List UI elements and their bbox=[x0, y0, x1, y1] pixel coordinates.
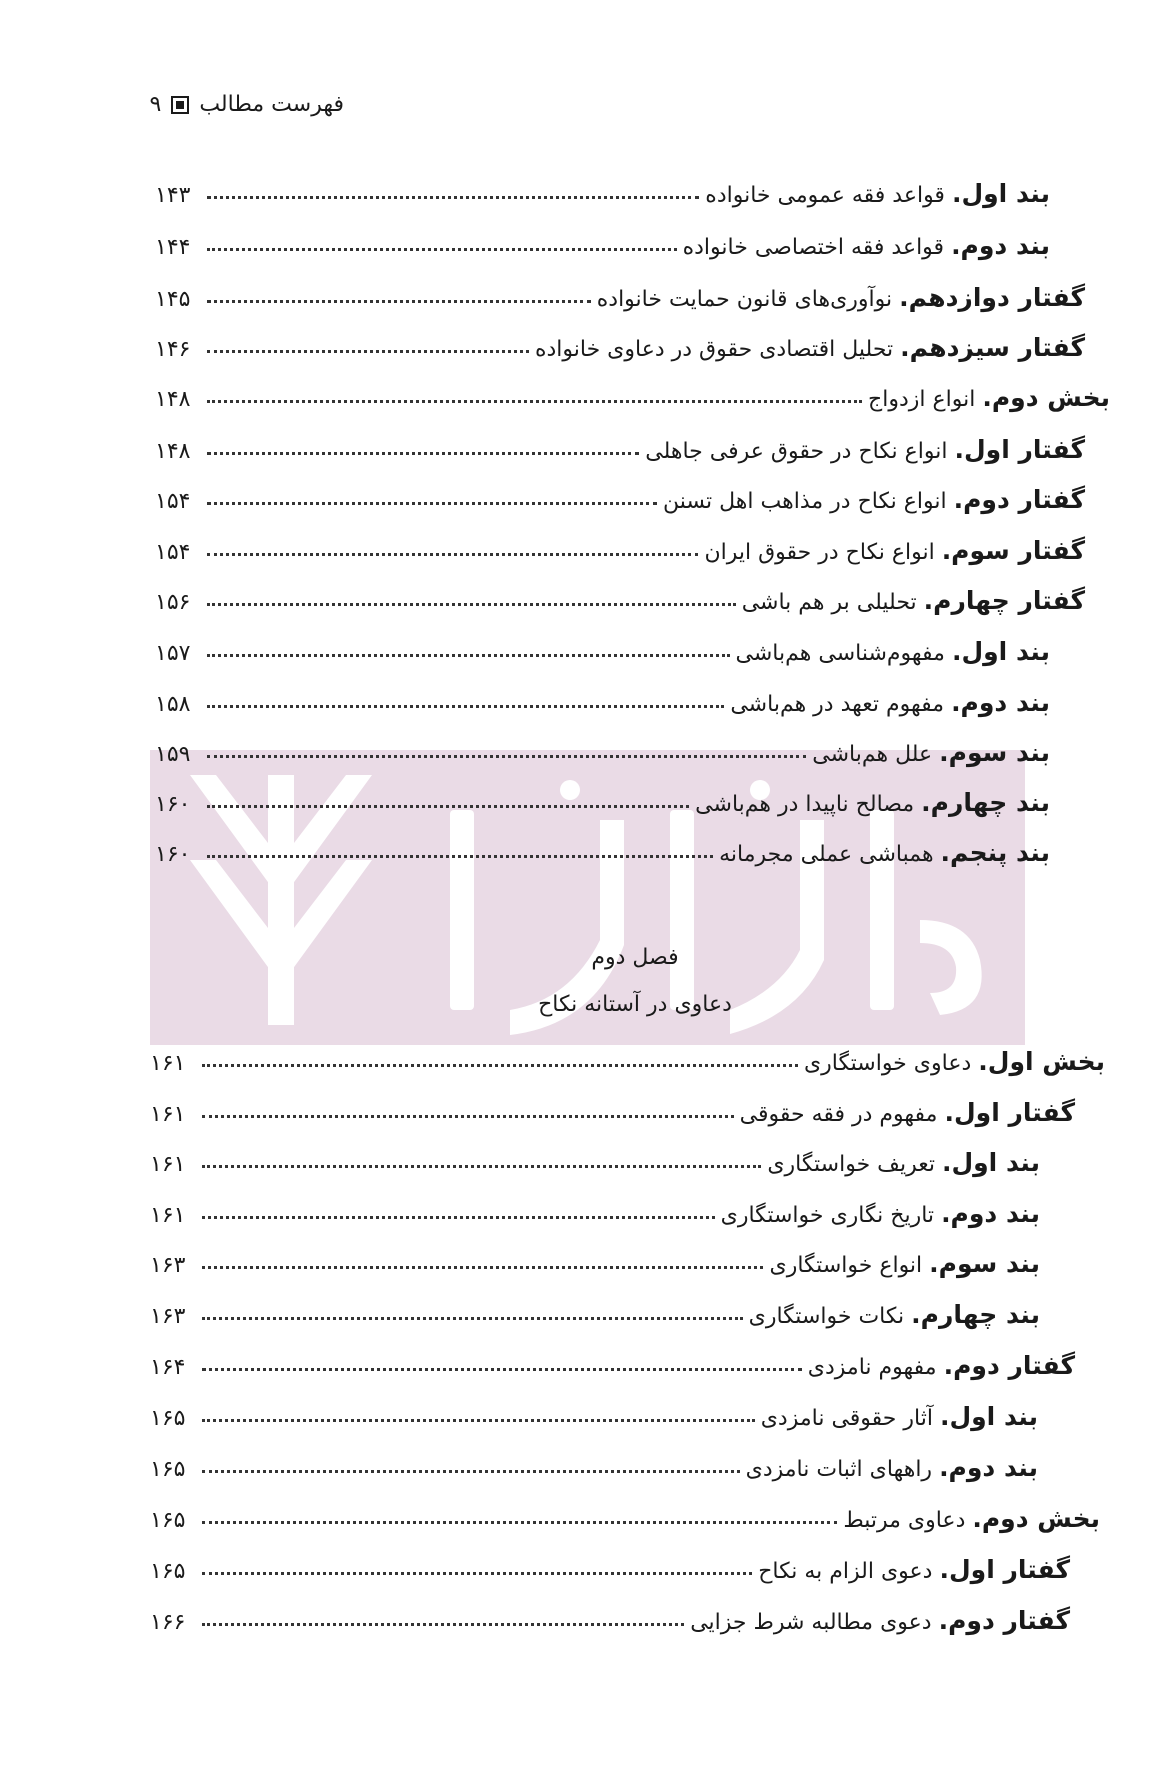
dot-leader bbox=[207, 603, 736, 606]
toc-page-number: ۱۶۱ bbox=[150, 1152, 186, 1177]
toc-entry-heading: بند اول. bbox=[951, 637, 1050, 666]
dot-leader bbox=[207, 654, 730, 657]
dot-leader bbox=[202, 1521, 837, 1524]
toc-entry-text: دعاوی خواستگاری bbox=[803, 1051, 972, 1076]
toc-entry-heading: بخش دوم. bbox=[972, 1504, 1100, 1533]
dot-leader bbox=[207, 350, 529, 353]
toc-entry-label bbox=[812, 738, 1050, 767]
toc-page-number: ۱۴۸ bbox=[155, 387, 191, 412]
toc-entry-label bbox=[730, 688, 1050, 717]
toc-entry[interactable] bbox=[150, 1544, 1070, 1584]
toc-entry-label bbox=[758, 1555, 1070, 1584]
toc-entry-label bbox=[769, 1249, 1040, 1278]
toc-entry[interactable] bbox=[150, 1036, 1105, 1076]
toc-entry-text: دعوی الزام به نکاح bbox=[758, 1559, 933, 1584]
toc-page-number: ۱۴۴ bbox=[155, 235, 191, 260]
toc-page-number: ۱۵۹ bbox=[155, 742, 191, 767]
toc-entry[interactable] bbox=[155, 474, 1085, 514]
toc-page-number: ۱۶۳ bbox=[150, 1253, 186, 1278]
dot-leader bbox=[202, 1317, 743, 1320]
toc-entry-text: همباشی عملی مجرمانه bbox=[719, 842, 934, 867]
toc-entry-text: قواعد فقه عمومی خانواده bbox=[705, 183, 945, 208]
toc-entry[interactable] bbox=[155, 827, 1050, 867]
toc-entry-heading: بند چهارم. bbox=[911, 1300, 1040, 1329]
toc-entry-label bbox=[683, 231, 1050, 260]
toc-entry[interactable] bbox=[150, 1442, 1038, 1482]
dot-leader bbox=[202, 1623, 684, 1626]
dot-leader bbox=[207, 300, 591, 303]
toc-page-number: ۱۶۶ bbox=[150, 1610, 186, 1635]
toc-entry-text: انواع خواستگاری bbox=[769, 1253, 923, 1278]
toc-entry-label bbox=[740, 1098, 1075, 1127]
toc-entry-heading: بند دوم. bbox=[941, 1199, 1040, 1228]
chapter-title: دعاوی در آستانه نکاح bbox=[538, 992, 732, 1017]
toc-entry[interactable] bbox=[155, 777, 1050, 817]
toc-entry-text: مفهوم نامزدی bbox=[807, 1355, 937, 1380]
toc-entry-text: انواع نکاح در حقوق عرفی جاهلی bbox=[645, 439, 948, 464]
dot-leader bbox=[202, 1266, 763, 1269]
toc-entry-label bbox=[535, 333, 1085, 362]
toc-entry-heading: بند دوم. bbox=[951, 688, 1050, 717]
toc-page-number: ۱۴۳ bbox=[155, 183, 191, 208]
toc-entry-text: تاریخ نگاری خواستگاری bbox=[720, 1203, 935, 1228]
chapter-number: فصل دوم bbox=[591, 945, 679, 970]
toc-page-number: ۱۵۴ bbox=[155, 540, 191, 565]
toc-entry-heading: گفتار دوم. bbox=[938, 1606, 1070, 1635]
toc-page-number: ۱۶۴ bbox=[150, 1355, 186, 1380]
dot-leader bbox=[207, 755, 806, 758]
toc-entry[interactable] bbox=[155, 677, 1050, 717]
toc-entry-label bbox=[804, 1047, 1105, 1076]
toc-entry[interactable] bbox=[150, 1137, 1040, 1177]
toc-entry[interactable] bbox=[150, 1391, 1038, 1431]
toc-entry-text: علل هم‌باشی bbox=[812, 742, 933, 767]
toc-page-number: ۱۵۶ bbox=[155, 590, 191, 615]
dot-leader bbox=[202, 1165, 761, 1168]
toc-entry[interactable] bbox=[155, 272, 1085, 312]
dot-leader bbox=[207, 196, 699, 199]
toc-entry-label bbox=[663, 485, 1085, 514]
toc-entry-heading: بند دوم. bbox=[951, 231, 1050, 260]
toc-entry-label bbox=[695, 788, 1050, 817]
dot-leader bbox=[207, 502, 657, 505]
toc-entry-label bbox=[690, 1606, 1070, 1635]
toc-entry-heading: گفتار دوازدهم. bbox=[899, 283, 1085, 312]
toc-entry[interactable] bbox=[155, 727, 1050, 767]
running-header bbox=[150, 92, 345, 117]
toc-entry-text: مصالح ناپیدا در هم‌باشی bbox=[695, 792, 915, 817]
toc-entry-text: نوآوری‌های قانون حمایت خانواده bbox=[596, 287, 893, 312]
toc-entry-label bbox=[736, 637, 1050, 666]
toc-entry-heading: گفتار اول. bbox=[944, 1098, 1075, 1127]
dot-leader bbox=[202, 1064, 798, 1067]
toc-entry-text: دعوی مطالبه شرط جزایی bbox=[690, 1610, 932, 1635]
toc-entry-heading: گفتار سیزدهم. bbox=[900, 333, 1085, 362]
dot-leader bbox=[202, 1470, 740, 1473]
toc-entry-heading: بخش اول. bbox=[978, 1047, 1105, 1076]
toc-entry-label bbox=[742, 586, 1085, 615]
dot-leader bbox=[207, 553, 698, 556]
toc-entry-heading: بند اول. bbox=[951, 179, 1050, 208]
toc-entry-heading: بند اول. bbox=[939, 1402, 1038, 1431]
toc-entry-label bbox=[767, 1148, 1040, 1177]
dot-leader bbox=[207, 705, 724, 708]
toc-page-number: ۱۵۴ bbox=[155, 489, 191, 514]
toc-entry-label bbox=[597, 283, 1085, 312]
running-header-title: فهرست مطالب bbox=[199, 92, 344, 117]
toc-page-number: ۱۶۳ bbox=[150, 1304, 186, 1329]
toc-entry-text: راههای اثبات نامزدی bbox=[745, 1457, 933, 1482]
toc-entry[interactable] bbox=[150, 1595, 1070, 1635]
toc-entry-text: تحلیل اقتصادی حقوق در دعاوی خانواده bbox=[534, 337, 894, 362]
toc-entry-heading: بند چهارم. bbox=[921, 788, 1050, 817]
toc-entry-label bbox=[808, 1351, 1075, 1380]
toc-entry[interactable] bbox=[155, 424, 1085, 464]
toc-entry[interactable] bbox=[155, 168, 1050, 208]
toc-page-number: ۱۶۵ bbox=[150, 1457, 186, 1482]
toc-page-number: ۱۶۱ bbox=[150, 1102, 186, 1127]
square-bullet-icon bbox=[171, 96, 189, 114]
toc-entry[interactable] bbox=[150, 1493, 1100, 1533]
toc-page-number: ۱۴۸ bbox=[155, 439, 191, 464]
toc-entry-heading: گفتار سوم. bbox=[941, 536, 1085, 565]
toc-entry-heading: بند سوم. bbox=[939, 738, 1050, 767]
toc-entry-label bbox=[746, 1453, 1038, 1482]
toc-entry-label bbox=[843, 1504, 1100, 1533]
toc-entry-text: مفهوم‌شناسی هم‌باشی bbox=[735, 641, 945, 666]
toc-page-number: ۱۶۰ bbox=[155, 842, 191, 867]
toc-page-number: ۱۶۵ bbox=[150, 1406, 186, 1431]
toc-entry-text: دعاوی مرتبط bbox=[843, 1508, 966, 1533]
toc-entry[interactable] bbox=[150, 1087, 1075, 1127]
toc-page-number: ۱۶۱ bbox=[150, 1051, 186, 1076]
toc-entry-heading: بند دوم. bbox=[939, 1453, 1038, 1482]
dot-leader bbox=[202, 1115, 734, 1118]
dot-leader bbox=[207, 400, 862, 403]
toc-entry[interactable] bbox=[150, 1289, 1040, 1329]
toc-page-number: ۱۵۸ bbox=[155, 692, 191, 717]
toc-entry[interactable] bbox=[155, 525, 1085, 565]
toc-entry-heading: بخش دوم. bbox=[982, 383, 1110, 412]
toc-entry-text: نکات خواستگاری bbox=[748, 1304, 905, 1329]
toc-entry-text: تعریف خواستگاری bbox=[767, 1152, 935, 1177]
toc-entry-text: مفهوم در فقه حقوقی bbox=[739, 1102, 938, 1127]
toc-entry[interactable] bbox=[150, 1238, 1040, 1278]
toc-entry-label bbox=[868, 383, 1110, 412]
toc-entry-label bbox=[749, 1300, 1040, 1329]
toc-page-number: ۱۶۵ bbox=[150, 1508, 186, 1533]
dot-leader bbox=[207, 248, 677, 251]
toc-entry-text: مفهوم تعهد در هم‌باشی bbox=[730, 692, 945, 717]
toc-entry[interactable] bbox=[155, 220, 1050, 260]
toc-entry-heading: بند اول. bbox=[941, 1148, 1040, 1177]
toc-entry-heading: گفتار اول. bbox=[939, 1555, 1070, 1584]
toc-entry-label bbox=[721, 1199, 1040, 1228]
toc-entry[interactable] bbox=[155, 626, 1050, 666]
toc-page-number: ۱۶۰ bbox=[155, 792, 191, 817]
toc-entry-label bbox=[704, 536, 1085, 565]
toc-entry[interactable] bbox=[155, 322, 1085, 362]
toc-page-number: ۱۶۱ bbox=[150, 1203, 186, 1228]
toc-entry[interactable] bbox=[150, 1340, 1075, 1380]
toc-entry-label bbox=[645, 435, 1085, 464]
toc-entry-label bbox=[761, 1402, 1038, 1431]
toc-page-number: ۱۵۷ bbox=[155, 641, 191, 666]
toc-entry-label bbox=[705, 179, 1050, 208]
dot-leader bbox=[202, 1419, 755, 1422]
toc-entry-heading: گفتار اول. bbox=[954, 435, 1085, 464]
toc-entry-text: انواع نکاح در مذاهب اهل تسنن bbox=[663, 489, 947, 514]
dot-leader bbox=[207, 805, 689, 808]
toc-entry-heading: گفتار دوم. bbox=[943, 1351, 1075, 1380]
toc-page-number: ۱۶۵ bbox=[150, 1559, 186, 1584]
toc-entry-text: انواع نکاح در حقوق ایران bbox=[704, 540, 935, 565]
dot-leader bbox=[207, 855, 713, 858]
dot-leader bbox=[207, 452, 639, 455]
toc-entry-text: آثار حقوقی نامزدی bbox=[760, 1406, 933, 1431]
toc-entry-text: قواعد فقه اختصاصی خانواده bbox=[682, 235, 945, 260]
toc-entry-heading: بند پنجم. bbox=[940, 838, 1050, 867]
running-header-page-number: ۹ bbox=[149, 92, 162, 117]
toc-entry-text: تحلیلی بر هم باشی bbox=[741, 590, 917, 615]
toc-entry-heading: گفتار چهارم. bbox=[923, 586, 1085, 615]
toc-entry-heading: بند سوم. bbox=[929, 1249, 1040, 1278]
toc-page-number: ۱۴۵ bbox=[155, 287, 191, 312]
toc-entry[interactable] bbox=[155, 575, 1085, 615]
toc-page-number: ۱۴۶ bbox=[155, 337, 191, 362]
toc-entry-label bbox=[719, 838, 1050, 867]
dot-leader bbox=[202, 1368, 802, 1371]
toc-entry[interactable] bbox=[155, 372, 1110, 412]
dot-leader bbox=[202, 1216, 715, 1219]
toc-entry-heading: گفتار دوم. bbox=[953, 485, 1085, 514]
toc-entry-text: انواع ازدواج bbox=[868, 387, 976, 412]
dot-leader bbox=[202, 1572, 752, 1575]
toc-entry[interactable] bbox=[150, 1188, 1040, 1228]
